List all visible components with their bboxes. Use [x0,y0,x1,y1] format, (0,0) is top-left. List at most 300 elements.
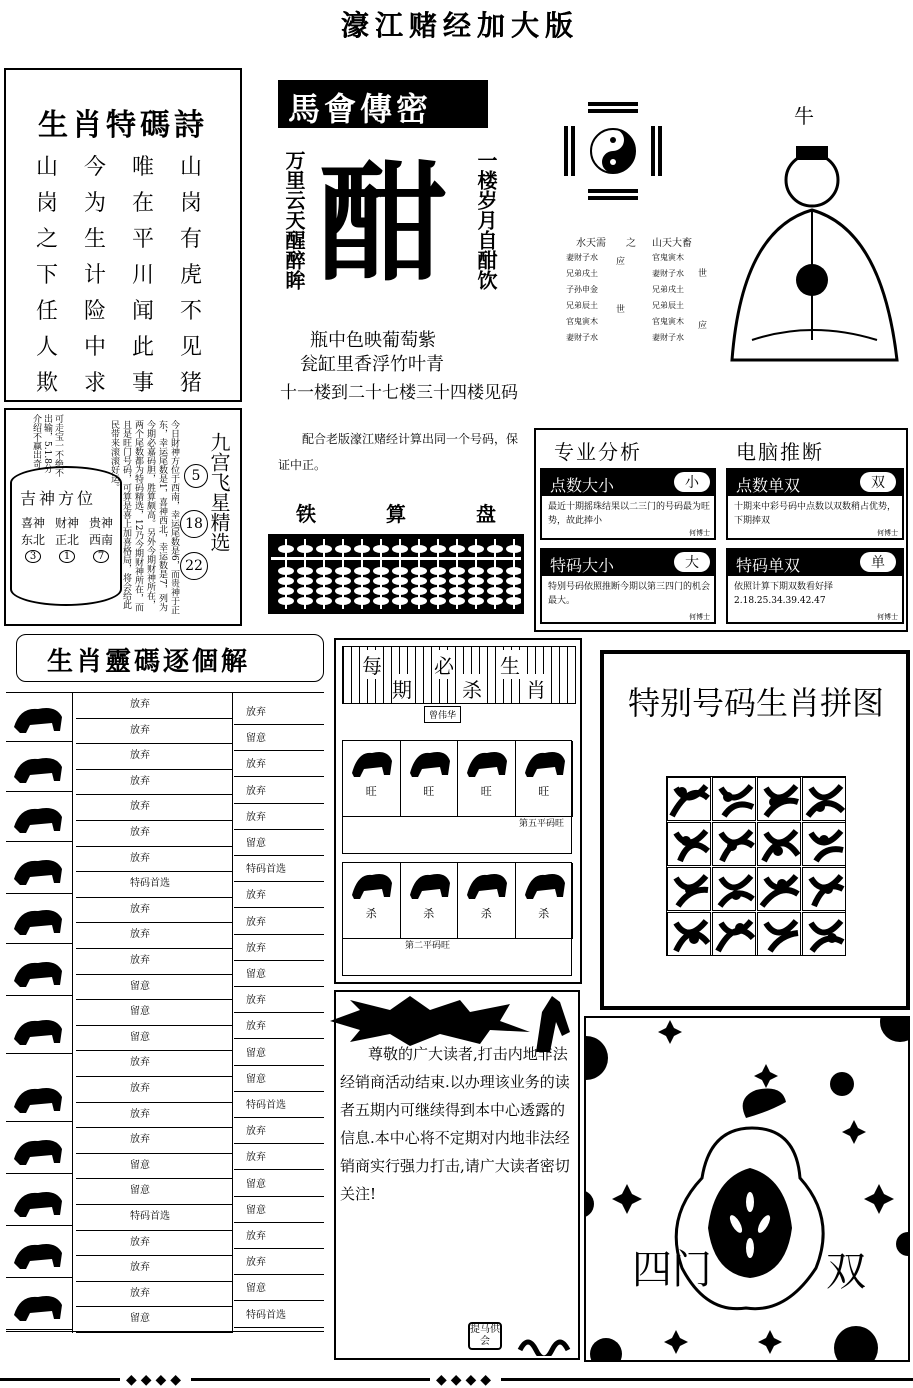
puzzle-tile-icon [757,912,801,956]
poem-char: 人 [36,335,59,360]
poem-char: 川 [132,263,155,288]
zodiac-row-divider [6,893,72,894]
pear-right-text: 双 [826,1249,866,1295]
analysis-title-right: 电脑推断 [736,440,824,464]
abacus-label [296,498,496,527]
zodiac-verdict: 特码首选 [76,1205,232,1231]
panel-head-text: 点数大小 [550,476,615,495]
panel-sign: 何博士 [877,529,898,537]
zodiac-verdict: 放弃 [234,778,324,804]
rooster-icon [10,1181,66,1221]
abacus-bead [354,577,370,585]
poem-char: 山 [36,155,59,180]
kill-grid [342,740,572,854]
kill-label: 旺 [423,785,435,798]
abacus-icon [268,534,524,614]
zodiac-verdict: 放弃 [234,882,324,908]
bagua-symbol [558,96,668,206]
abacus-bead [411,597,427,605]
palace-number-text: 22 [185,558,203,574]
kill-label: 杀 [365,907,377,920]
abacus-bead [468,567,484,575]
poem-title: 生肖特碼詩 [38,108,208,143]
panel-badge: 双 [860,472,896,492]
compass-cylinder [10,466,122,606]
poem-column [132,150,154,402]
abacus-bead [278,577,294,585]
right-vertical-verse: 一楼岁月自酣饮 [474,150,498,290]
puzzle-tile-icon [757,822,801,866]
hex-line: 子孙申金 [566,285,598,294]
hex-line: 妻财子水 [566,333,598,342]
zodiac-verdict: 放弃 [76,1103,232,1129]
ox-icon [521,865,567,901]
zodiac-verdict: 特码首选 [234,856,324,882]
abacus-bead [335,545,351,553]
stamp-text: 提马供会 [468,1322,502,1350]
puzzle-box [600,650,910,1010]
zodiac-verdict: 放弃 [234,1249,324,1275]
starburst-icon [330,996,530,1046]
kill-cell [401,863,459,939]
poem-char: 险 [84,299,107,324]
zodiac-row-divider [6,1277,72,1278]
panel-text: 十期来中彩号码中点数以双数稍占优势，下期捧双 [734,502,897,526]
zodiac-verdict: 留意 [76,1154,232,1180]
hex-left-mark: 世 [616,305,626,315]
logo-text: 馬會傳密 [288,90,433,128]
poem-column [180,150,202,402]
poem-char: 岗 [36,191,59,216]
kill-title-char: 生 [500,650,520,679]
zodiac-verdict: 放弃 [76,821,232,847]
abacus-bead [392,545,408,553]
abacus-bead [316,587,332,595]
zodiac-verdict: 留意 [234,830,324,856]
ox-icon [10,697,66,737]
zodiac-verdict: 留意 [234,725,324,751]
zodiac-row-divider [6,1225,72,1226]
abacus-bead [297,567,313,575]
kill-grid [342,862,572,976]
rat-icon [10,1285,66,1325]
god-number: 3 [25,550,41,563]
abacus-bead [468,577,484,585]
poem-columns [36,150,202,402]
abacus-bead [468,597,484,605]
abacus-bead [487,587,503,595]
zodiac-row-divider [6,995,72,996]
puzzle-tile-icon [667,912,711,956]
analysis-panel [726,548,904,624]
rat-icon [463,865,509,901]
diamond-divider-icon: ◆◆◆◆ [120,1372,191,1388]
big-character: 酣 [318,149,447,299]
horse-club-logo [278,80,488,128]
kill-cell [401,741,459,817]
poem-char: 事 [132,371,155,396]
abacus-bead [506,567,521,575]
puzzle-tile-icon [667,867,711,911]
zodiac-verdict: 特码首选 [234,1092,324,1118]
poem-char: 唯 [132,155,155,180]
hex-left-lines [566,250,598,346]
zodiac-divider [232,693,233,1333]
zodiac-verdict: 放弃 [76,1128,232,1154]
abacus-bead [506,597,521,605]
kill-note: 第二平码旺 [405,941,451,951]
hex-line: 妻财子水 [652,333,684,342]
pear-box [584,1016,910,1362]
hex-line: 妻财子水 [566,253,598,262]
poem-char: 生 [84,227,107,252]
poem-char: 此 [132,335,155,360]
panel-sign: 何博士 [689,529,710,537]
puzzle-tile-icon [757,867,801,911]
dog-icon [348,743,394,779]
god-number: 1 [59,550,75,563]
snake-icon [10,951,66,991]
rabbit-icon [10,849,66,889]
dog-icon [406,865,452,901]
hex-right-lines [652,250,684,346]
kill-cell [458,863,516,939]
horse-icon [10,1009,66,1049]
panel-text: 依照计算下期双数看好择2.18.25.34.39.42.47 [734,582,834,606]
puzzle-grid [666,776,846,956]
abacus-bead [316,577,332,585]
poem-char: 猪 [180,371,203,396]
tiger-icon [10,797,66,837]
zodiac-verdict: 放弃 [234,804,324,830]
hex-line: 官鬼寅木 [652,317,684,326]
abacus-intro: 配合老版濠江赌经计算出同一个号码，保证中正。 [278,432,519,472]
zodiac-verdict: 放弃 [76,1231,232,1257]
analysis-panel [540,468,716,540]
abacus-bead [392,567,408,575]
abacus-bead [449,577,465,585]
poem-char: 虎 [180,263,203,288]
abacus-bead [449,587,465,595]
abacus-bead [468,587,484,595]
zodiac-verdict: 放弃 [76,1282,232,1308]
logo-stamp-icon [516,1330,576,1356]
zodiac-verdict: 放弃 [234,1223,324,1249]
kill-label: 旺 [538,785,550,798]
god-direction: 东北 [20,533,45,547]
poem-char: 之 [36,227,59,252]
abacus-bead [354,567,370,575]
goat-icon [521,743,567,779]
zodiac-verdict: 放弃 [76,1256,232,1282]
abacus-bead [316,567,332,575]
panel-text: 特别号码依照推断今期以第三四门的机会最大。 [548,582,711,606]
zodiac-verdict: 留意 [76,1307,232,1333]
zodiac-row-divider [6,1053,72,1054]
puzzle-tile-icon [667,777,711,821]
monkey-icon [10,1129,66,1169]
notice-text: 尊敬的广大读者,打击内地非法经销商活动结束.以办理该业务的读者五期内可继续得到本中心透露的信息.本中心将不定期对内地非法经销商实行强力打击,请广大读者密切关注! [340,1045,570,1203]
god-direction: 西南 [88,533,113,547]
hex-left-mark: 应 [616,257,626,267]
abacus-bead [297,587,313,595]
abacus-label-char: 盘 [476,502,496,526]
puzzle-tile-icon [802,822,846,866]
kill-author: 曾伟华 [424,706,461,723]
abacus-bead [297,545,313,553]
zodiac-verdict: 放弃 [234,699,324,725]
panel-text: 最近十期摇珠结果以二三门的号码最为旺势，故此捧小 [548,502,711,526]
kill-cell [516,741,574,817]
abacus-bead [411,545,427,553]
abacus-bead [506,587,521,595]
dog-icon [10,1233,66,1273]
hex-right-title: 山天大畜 [652,238,692,249]
abacus-bead [487,577,503,585]
palace-number-text: 18 [185,516,203,532]
goat-icon [10,1077,66,1117]
zodiac-row-divider [6,1121,72,1122]
kill-cell [516,863,574,939]
zodiac-verdict: 放弃 [76,847,232,873]
verse-line: 十一楼到二十七楼三十四楼见码 [280,383,518,403]
kill-box [334,638,582,984]
puzzle-tile-icon [802,912,846,956]
zodiac-verdict: 放弃 [76,795,232,821]
zodiac-verdict: 放弃 [234,935,324,961]
poem-char: 有 [180,227,203,252]
hex-line: 兄弟戌土 [652,285,684,294]
abacus-bead [297,577,313,585]
zodiac-verdict: 留意 [234,1066,324,1092]
god-number: 7 [93,550,109,563]
puzzle-tile-icon [667,822,711,866]
puzzle-tile-icon [712,822,756,866]
kill-title-char: 期 [392,674,412,703]
zodiac-verdict: 放弃 [234,1144,324,1170]
zodiac-verdict: 放弃 [234,1118,324,1144]
analysis-title-left: 专业分析 [554,440,642,464]
abacus-bead [278,597,294,605]
zodiac-row-divider [6,791,72,792]
puzzle-tile-icon [802,777,846,821]
pear-left-text: 四门 [632,1247,712,1293]
zodiac-table [6,692,324,1332]
zodiac-row-divider [6,841,72,842]
abacus-bead [335,577,351,585]
zodiac-title-box [16,634,324,682]
abacus-bead [430,597,446,605]
hex-line: 官鬼寅木 [652,253,684,262]
palace-number [180,552,208,580]
panel-sign: 何博士 [689,613,710,621]
abacus-bead [487,545,503,553]
abacus-bead [411,587,427,595]
god-direction: 正北 [54,533,79,547]
puzzle-title: 特别号码生肖拼图 [628,684,885,722]
abacus-label-char: 算 [386,502,406,526]
god-column [18,514,48,565]
abacus-bead [430,567,446,575]
abacus-bead [411,567,427,575]
kill-title-char: 肖 [526,674,546,703]
zodiac-verdict: 留意 [234,1171,324,1197]
panel-badge: 大 [674,552,710,572]
puzzle-tile-icon [802,867,846,911]
sage-figure-icon [712,140,912,370]
poem-char: 山 [180,155,203,180]
horse-icon [348,865,394,901]
ox-icon [10,747,66,787]
abacus-bead [316,597,332,605]
zodiac-verdict: 放弃 [76,898,232,924]
abacus-bead [411,577,427,585]
abacus-bead [430,587,446,595]
panel-badge: 单 [860,552,896,572]
zodiac-verdict: 留意 [76,1179,232,1205]
kill-note: 第五平码旺 [519,819,565,829]
zodiac-verdict: 放弃 [234,1013,324,1039]
zodiac-verdict: 放弃 [234,909,324,935]
poem-char: 为 [84,191,107,216]
zodiac-verdict: 放弃 [76,1077,232,1103]
abacus-bead [373,597,389,605]
zodiac-verdict: 放弃 [76,693,232,719]
puzzle-tile-icon [757,777,801,821]
palace-title: 九宫飞星精选 [207,432,231,552]
poem-char: 平 [132,227,155,252]
kill-title-char: 必 [434,650,454,679]
zodiac-verdict: 特码首选 [234,1302,324,1328]
abacus-bead [278,545,294,553]
kill-title-char: 每 [362,650,382,679]
diamond-divider-icon: ◆◆◆◆ [430,1372,501,1388]
kill-cell [458,741,516,817]
abacus-bead [297,597,313,605]
zodiac-verdict: 留意 [234,1040,324,1066]
analysis-box [534,428,908,632]
zodiac-verdict: 放弃 [234,751,324,777]
panel-head-text: 特码单双 [736,556,801,575]
god-name: 财神 [54,516,79,530]
abacus-bead [487,567,503,575]
panel-sign: 何博士 [877,613,898,621]
abacus-bead [278,567,294,575]
abacus-bead [392,587,408,595]
zodiac-divider [72,693,73,1333]
panel-badge: 小 [674,472,710,492]
hex-right-mark: 应 [698,321,708,331]
hex-line: 兄弟辰土 [652,301,684,310]
abacus-bead [430,577,446,585]
dragon-icon [10,899,66,939]
god-name: 贵神 [88,516,113,530]
abacus-bead [392,577,408,585]
hex-line: 官鬼寅木 [566,317,598,326]
left-vertical-verse: 万里云天醒醉眸 [282,150,306,290]
palace-number [180,510,208,538]
poem-char: 不 [180,299,203,324]
zodiac-row-divider [6,1329,72,1330]
god-name: 喜神 [20,516,45,530]
poem-box [4,68,242,402]
poem-char: 今 [84,155,107,180]
abacus-bead [335,567,351,575]
zodiac-row-divider [6,943,72,944]
poem-column [36,150,58,402]
poem-char: 中 [84,335,107,360]
kill-label: 杀 [480,907,492,920]
zodiac-row-divider [6,1173,72,1174]
poem-char: 求 [84,371,107,396]
poem-char: 在 [132,191,155,216]
palace-side-note: 可走宝一不绝不出输，5.1.8分介绍不赢出奇 [31,414,63,477]
abacus-bead [373,567,389,575]
hex-line: 兄弟戌土 [566,269,598,278]
compass-title: 吉神方位 [20,489,97,508]
poem-char: 计 [84,263,107,288]
zodiac-verdict: 放弃 [76,949,232,975]
zodiac-verdict: 留意 [76,1026,232,1052]
zodiac-verdict: 放弃 [76,744,232,770]
abacus-bead [335,587,351,595]
nine-palace-box [4,408,242,626]
kill-label: 杀 [538,907,550,920]
abacus-bead [373,545,389,553]
kill-label: 旺 [365,785,377,798]
analysis-panel [726,468,904,540]
poem-char: 岗 [180,191,203,216]
zodiac-verdict: 放弃 [76,923,232,949]
puzzle-tile-icon [712,867,756,911]
abacus-bead [430,545,446,553]
abacus-bead [449,545,465,553]
ox-label: 牛 [794,104,814,128]
abacus-bead [373,587,389,595]
zodiac-verdict: 留意 [234,1197,324,1223]
abacus-bead [354,597,370,605]
hex-line: 妻财子水 [652,269,684,278]
abacus-bead [392,597,408,605]
abacus-bead [449,597,465,605]
zodiac-verdict: 留意 [76,1000,232,1026]
poem-char: 闻 [132,299,155,324]
zodiac-verdict: 放弃 [76,719,232,745]
puzzle-tile-icon [712,912,756,956]
zodiac-row-divider [6,741,72,742]
abacus-bead [506,577,521,585]
kill-label: 旺 [480,785,492,798]
verse-line: 瓮缸里香浮竹叶青 [300,354,444,375]
abacus-bead [487,597,503,605]
hex-right-mark: 世 [698,269,708,279]
pear-decoration-icon [586,1018,908,1360]
palace-number [184,464,208,488]
panel-head-text: 特码大小 [550,556,615,575]
hex-line: 兄弟辰土 [566,301,598,310]
banner-title: 濠江赌经加大版 [340,9,579,42]
abacus-bead [316,545,332,553]
abacus-bead [354,587,370,595]
poem-char: 下 [36,263,59,288]
zodiac-verdict: 放弃 [234,987,324,1013]
palace-paragraph: 今日財神方位于西南，幸运尾数是6，而贵神于正东，幸运尾数是1，喜神西北，幸运数是7，列为今期必嘉码胆，胜算颇高。另外今期财神所在，两个尾数都为特码精选，12乃今期财神所在，而且是旺门号码，可算是喜上加喜格局，将会给此民带来滚滚好运。 [109,420,179,615]
god-column [52,514,82,565]
poem-column [84,150,106,402]
tiger-icon [463,743,509,779]
abacus-bead [278,587,294,595]
hex-mid: 之 [626,238,636,249]
